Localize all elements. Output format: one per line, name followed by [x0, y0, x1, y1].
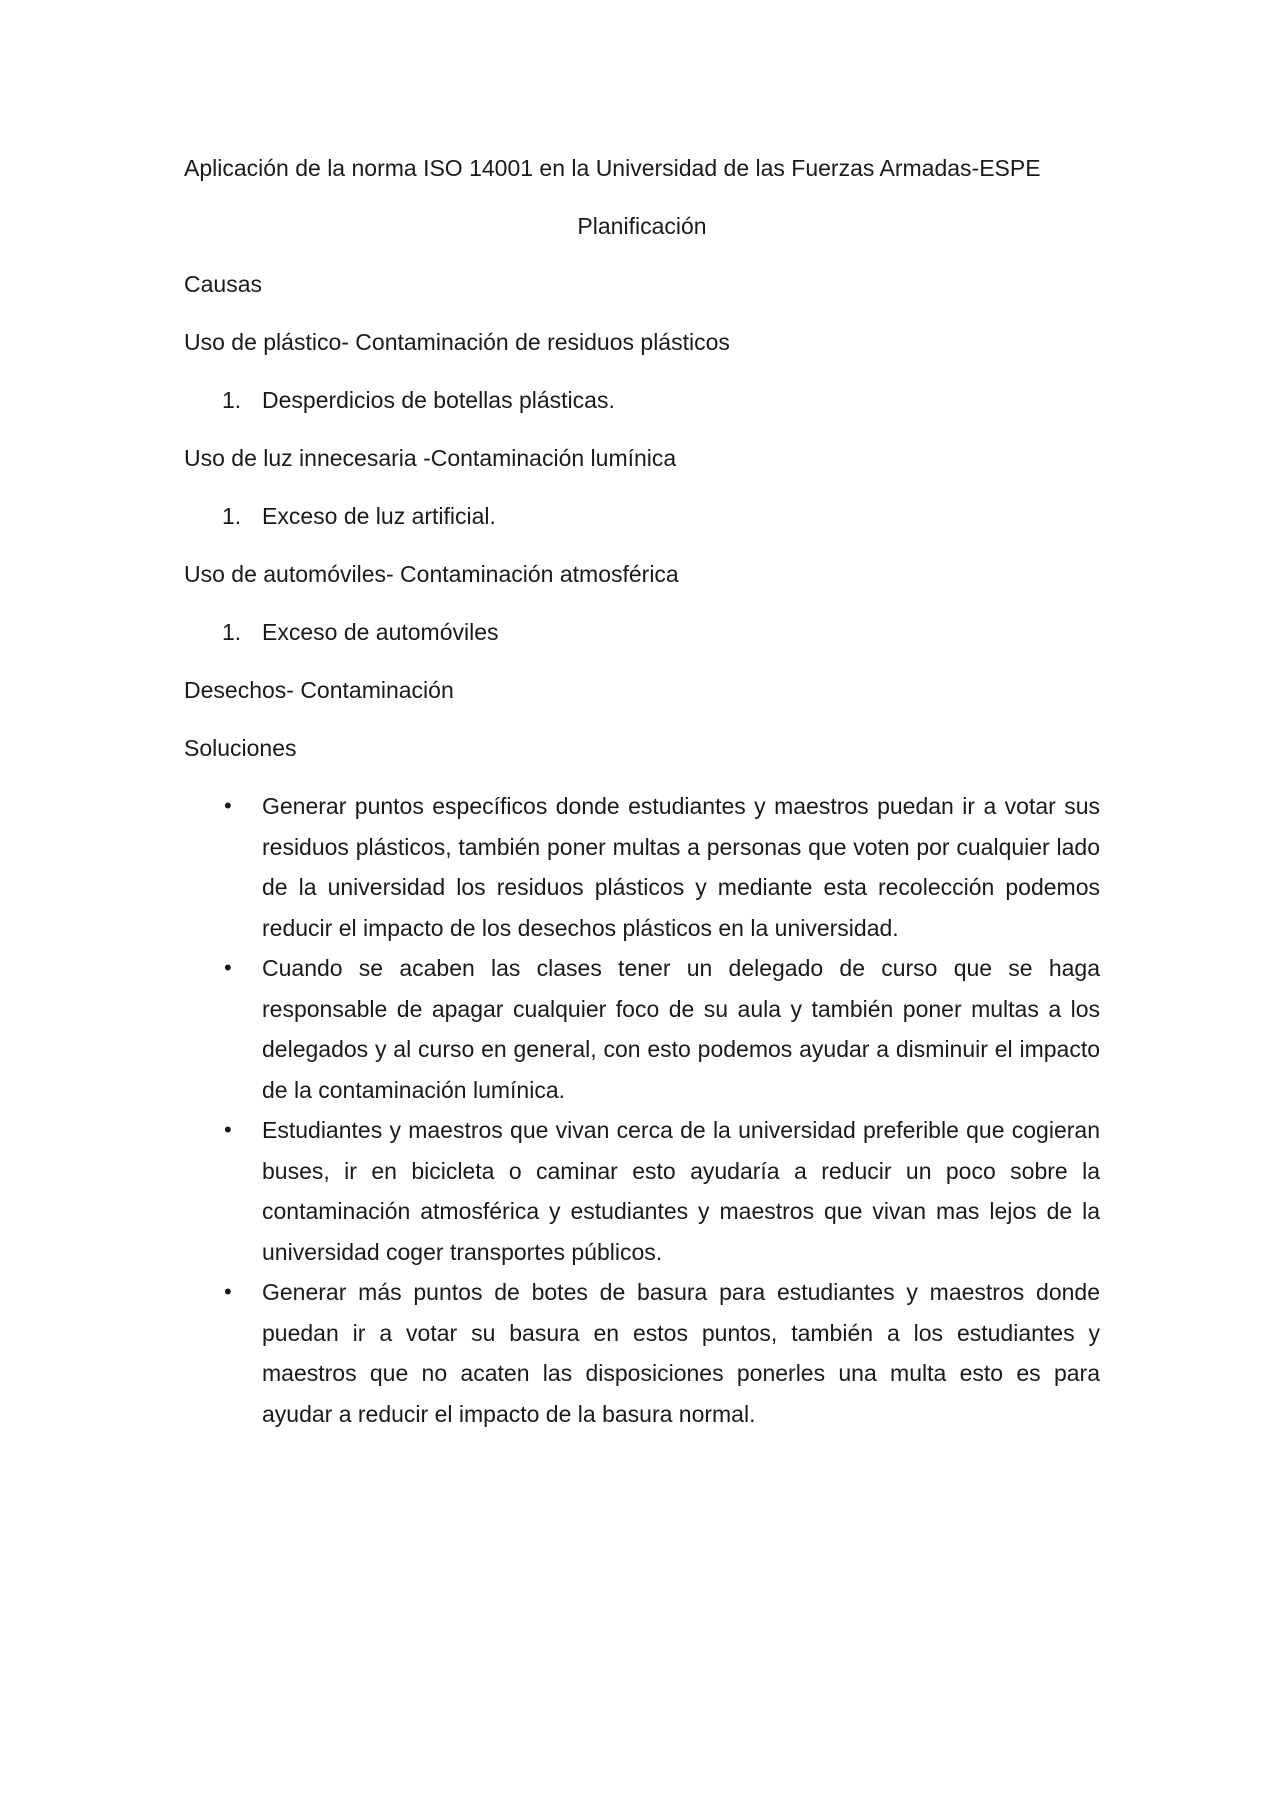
list-item [184, 786, 1100, 948]
document-title: Aplicación de la norma ISO 14001 en la Universidad de las Fuerzas Armadas-ESPE [184, 155, 1041, 181]
list-number: 1. [222, 503, 242, 529]
bullet-icon: • [224, 955, 232, 980]
bullet-icon: • [224, 1117, 232, 1142]
cause-item-plastic [184, 380, 1100, 421]
list-number: 1. [222, 619, 242, 645]
solutions-list [184, 786, 1100, 1434]
solutions-heading: Soluciones [184, 735, 297, 761]
solution-text: Generar más puntos de botes de basura para estudiantes y maestros donde puedan ir a votar su basura en estos puntos, también a los estudiantes y maestros que no acaten las disposiciones ponerles una multa esto es para ayudar a reducir el impacto de la basura normal. [262, 1279, 1100, 1427]
list-item [184, 948, 1100, 1110]
cause-item-light [184, 496, 1100, 537]
cause-item-cars [184, 612, 1100, 653]
cause-heading-light: Uso de luz innecesaria -Contaminación lumínica [184, 445, 677, 471]
list-item-text: Desperdicios de botellas plásticas. [262, 387, 615, 413]
waste-heading: Desechos- Contaminación [184, 677, 454, 703]
list-item [184, 1110, 1100, 1272]
solution-text: Estudiantes y maestros que vivan cerca de la universidad preferible que cogieran buses, ir en bicicleta o caminar esto ayudaría a reducir un poco sobre la contaminación atmosférica y estudiantes y maestros que vivan mas lejos de la universidad coger transportes públicos. [262, 1117, 1100, 1265]
cause-heading-cars: Uso de automóviles- Contaminación atmosférica [184, 561, 679, 587]
causes-heading: Causas [184, 271, 262, 297]
list-item-text: Exceso de automóviles [262, 619, 499, 645]
list-number: 1. [222, 387, 242, 413]
document-body [184, 148, 1100, 1434]
list-item [184, 1272, 1100, 1434]
solution-text: Cuando se acaben las clases tener un delegado de curso que se haga responsable de apagar cualquier foco de su aula y también poner multas a los delegados y al curso en general, con esto podemos ayudar a disminuir el impacto de la contaminación lumínica. [262, 955, 1100, 1103]
bullet-icon: • [224, 793, 232, 818]
solution-text: Generar puntos específicos donde estudiantes y maestros puedan ir a votar sus residuos plásticos, también poner multas a personas que voten por cualquier lado de la universidad los residuos plásticos y mediante esta recolección podemos reducir el impacto de los desechos plásticos en la universidad. [262, 793, 1100, 941]
cause-heading-plastic: Uso de plástico- Contaminación de residuos plásticos [184, 329, 730, 355]
document-subtitle: Planificación [577, 213, 707, 239]
list-item-text: Exceso de luz artificial. [262, 503, 496, 529]
bullet-icon: • [224, 1279, 232, 1304]
